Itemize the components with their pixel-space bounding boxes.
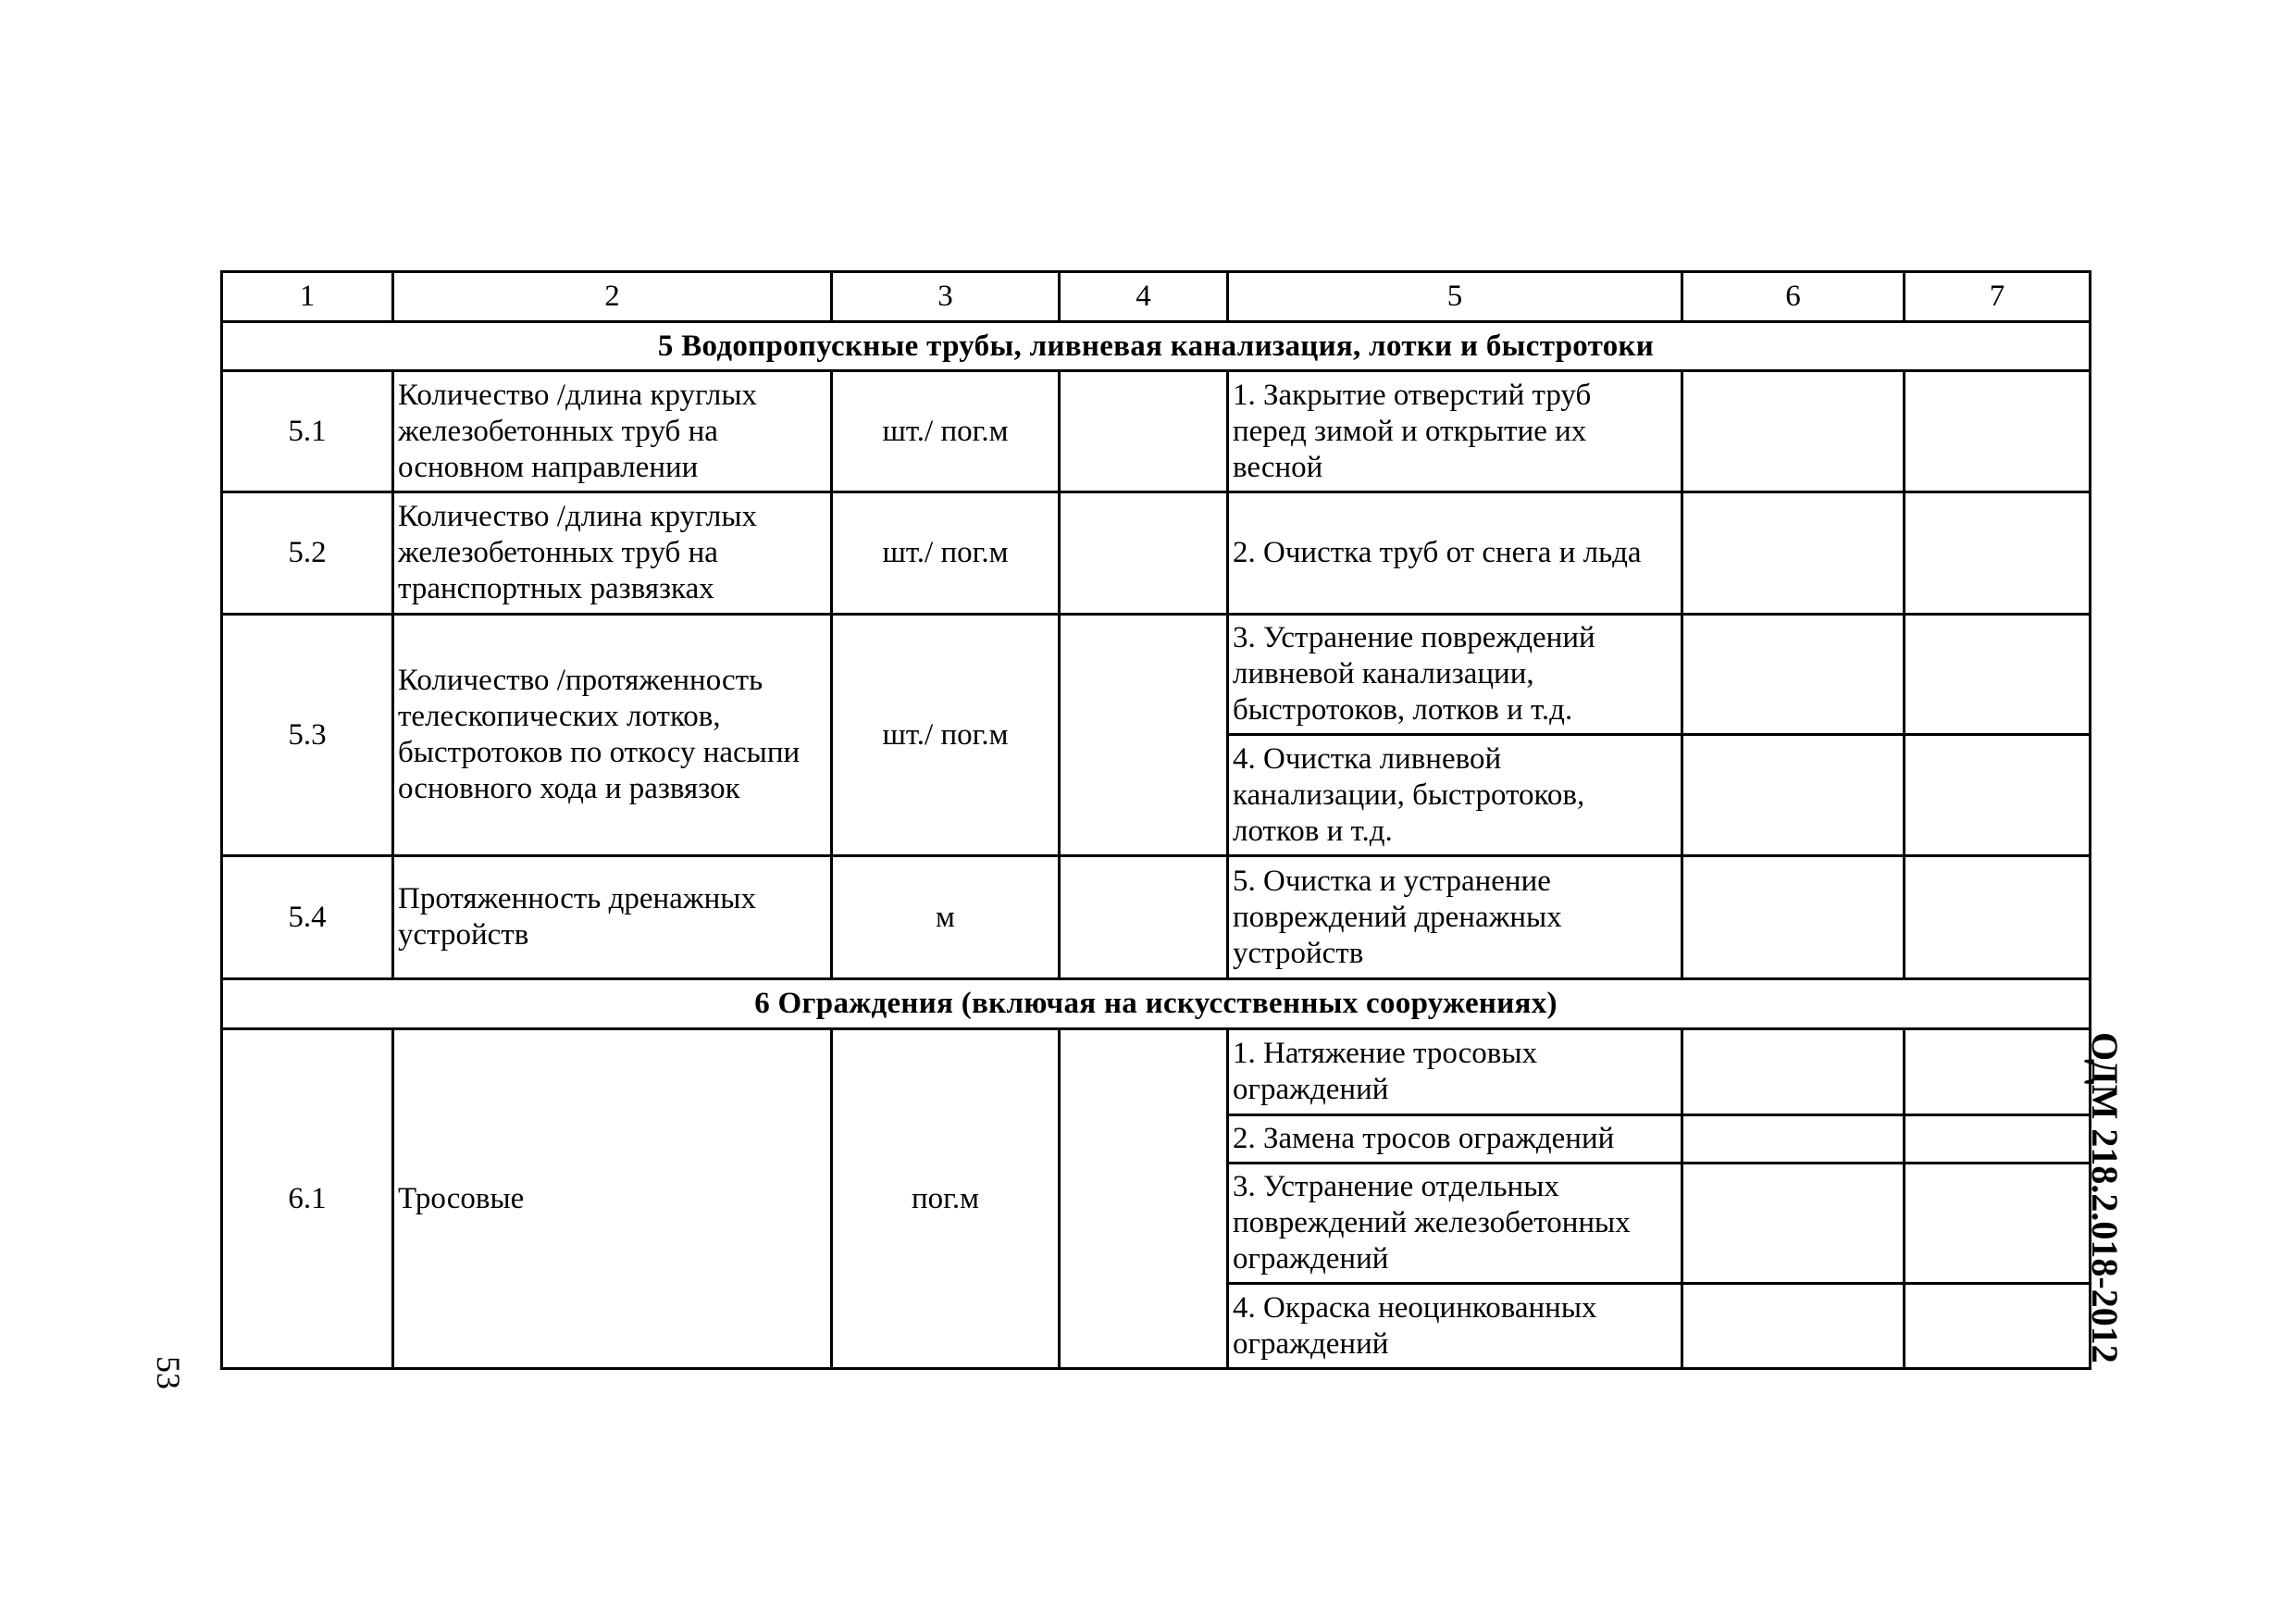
item-unit: шт./ пог.м (832, 492, 1060, 615)
empty-cell (1682, 856, 1905, 979)
table-row (222, 371, 2091, 492)
work-item: 2. Очистка труб от снега и льда (1228, 492, 1682, 615)
section-row (222, 979, 2091, 1029)
work-item: 2. Замена тросов ограждений (1228, 1115, 1682, 1164)
maintenance-table (220, 270, 2091, 1370)
table-row (222, 615, 2091, 735)
empty-cell (1905, 492, 2091, 615)
item-number: 5.2 (222, 492, 393, 615)
work-item: 1. Закрытие отверстий труб перед зимой и открытие их весной (1228, 371, 1682, 492)
item-unit: пог.м (832, 1029, 1060, 1369)
empty-cell (1060, 615, 1228, 856)
section-title: 6 Ограждения (включая на искусственных сооружениях) (222, 979, 2091, 1029)
column-number: 4 (1060, 272, 1228, 322)
work-item: 4. Окраска неоцинкованных ограждений (1228, 1284, 1682, 1369)
item-description: Тросовые (393, 1029, 832, 1369)
item-number: 6.1 (222, 1029, 393, 1369)
column-number: 2 (393, 272, 832, 322)
empty-cell (1682, 1029, 1905, 1115)
empty-cell (1682, 371, 1905, 492)
work-item: 3. Устранение отдельных повреждений железобетонных ограждений (1228, 1164, 1682, 1284)
column-number: 7 (1905, 272, 2091, 322)
column-number: 3 (832, 272, 1060, 322)
empty-cell (1060, 492, 1228, 615)
empty-cell (1060, 856, 1228, 979)
item-description: Количество /протяженность телескопических лотков, быстротоков по откосу насыпи основного хода и развязок (393, 615, 832, 856)
item-unit: шт./ пог.м (832, 615, 1060, 856)
item-description: Количество /длина круглых железобетонных труб на транспортных развязках (393, 492, 832, 615)
document-code: ОДМ 218.2.018-2012 (2084, 1032, 2126, 1363)
item-unit: шт./ пог.м (832, 371, 1060, 492)
empty-cell (1060, 1029, 1228, 1369)
empty-cell (1905, 856, 2091, 979)
table-row (222, 1029, 2091, 1115)
item-number: 5.1 (222, 371, 393, 492)
table-row (222, 492, 2091, 615)
empty-cell (1905, 735, 2091, 856)
item-unit: м (832, 856, 1060, 979)
empty-cell (1682, 1284, 1905, 1369)
empty-cell (1682, 492, 1905, 615)
work-item: 3. Устранение повреждений ливневой канализации, быстротоков, лотков и т.д. (1228, 615, 1682, 735)
empty-cell (1905, 1029, 2091, 1115)
work-item: 1. Натяжение тросовых ограждений (1228, 1029, 1682, 1115)
page-number: 53 (150, 1356, 187, 1389)
empty-cell (1682, 615, 1905, 735)
item-description: Количество /длина круглых железобетонных труб на основном направлении (393, 371, 832, 492)
work-item: 5. Очистка и устранение повреждений дренажных устройств (1228, 856, 1682, 979)
empty-cell (1905, 371, 2091, 492)
empty-cell (1682, 1115, 1905, 1164)
empty-cell (1905, 615, 2091, 735)
empty-cell (1905, 1284, 2091, 1369)
column-number: 6 (1682, 272, 1905, 322)
item-number: 5.4 (222, 856, 393, 979)
empty-cell (1682, 735, 1905, 856)
column-number: 1 (222, 272, 393, 322)
empty-cell (1682, 1164, 1905, 1284)
section-row (222, 322, 2091, 371)
empty-cell (1905, 1164, 2091, 1284)
item-number: 5.3 (222, 615, 393, 856)
work-item: 4. Очистка ливневой канализации, быстротоков, лотков и т.д. (1228, 735, 1682, 856)
empty-cell (1905, 1115, 2091, 1164)
table-row (222, 856, 2091, 979)
column-number-row (222, 272, 2091, 322)
empty-cell (1060, 371, 1228, 492)
column-number: 5 (1228, 272, 1682, 322)
item-description: Протяженность дренажных устройств (393, 856, 832, 979)
section-title: 5 Водопропускные трубы, ливневая канализация, лотки и быстротоки (222, 322, 2091, 371)
